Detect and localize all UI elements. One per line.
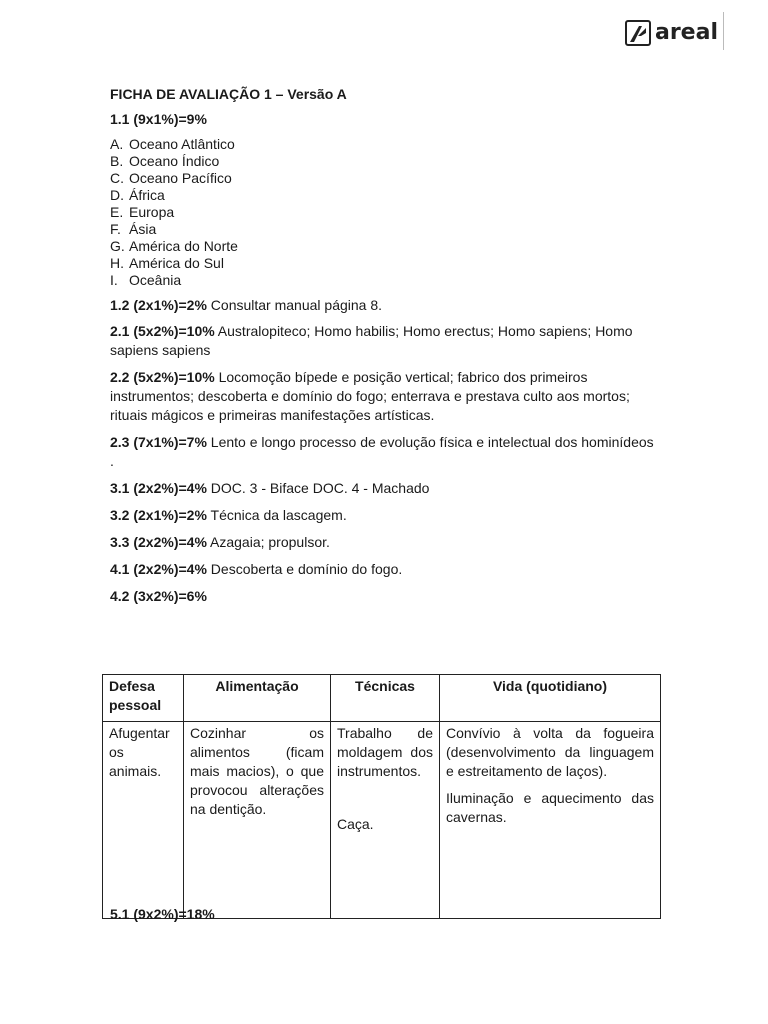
list-item: H. América do Sul <box>110 255 224 271</box>
table-cell-tecnicas-text-2: Caça. <box>337 816 374 832</box>
table-header-tecnicas: Técnicas <box>331 675 440 722</box>
question-2-2: 2.2 (5x2%)=10% Locomoção bípede e posição vertical; fabrico dos primeiros instrumentos; descoberta e domínio do fogo; enterrava e prestava culto aos mortos; rituais mágicos e primeiras manifestações artísticas. <box>110 369 630 423</box>
question-3-2: 3.2 (2x1%)=2% Técnica da lascagem. <box>110 507 347 523</box>
question-4-1: 4.1 (2x2%)=4% Descoberta e domínio do fogo. <box>110 561 403 577</box>
answer-table <box>102 674 661 919</box>
areal-logo <box>625 20 718 46</box>
question-1-2: 1.2 (2x1%)=2% Consultar manual página 8. <box>110 297 383 313</box>
options-list <box>110 136 660 289</box>
question-5-1: 5.1 (9x2%)=18% <box>110 906 215 922</box>
question-3-1: 3.1 (2x2%)=4% DOC. 3 - Biface DOC. 4 - Machado <box>110 480 430 496</box>
list-item: D. África <box>110 187 165 203</box>
table-cell-defesa: Afugentar os animais. <box>103 722 184 919</box>
table-cell-tecnicas-text-1: Trabalho de moldagem dos instrumentos. <box>337 725 433 779</box>
question-4-2: 4.2 (3x2%)=6% <box>110 588 207 604</box>
document-title: FICHA DE AVALIAÇÃO 1 – Versão A <box>110 86 347 102</box>
areal-logo-text: areal <box>654 20 718 45</box>
table-header-vida: Vida (quotidiano) <box>440 675 661 722</box>
table-cell-tecnicas <box>331 722 440 919</box>
document-body <box>110 86 660 606</box>
list-item: E. Europa <box>110 204 175 220</box>
list-item: A. Oceano Atlântico <box>110 136 235 152</box>
question-2-1: 2.1 (5x2%)=10% Australopiteco; Homo habilis; Homo erectus; Homo sapiens; Homo sapiens sapiens <box>110 323 633 358</box>
table-header-alimentacao: Alimentação <box>184 675 331 722</box>
table-header-row <box>103 675 661 722</box>
list-item: B. Oceano Índico <box>110 153 220 169</box>
table-cell-vida <box>440 722 661 919</box>
table-row <box>103 722 661 919</box>
areal-logo-icon <box>625 20 651 46</box>
list-item: I. Oceânia <box>110 272 182 288</box>
table-cell-vida-text-2: Iluminação e aquecimento das cavernas. <box>446 790 654 825</box>
list-item: C. Oceano Pacífico <box>110 170 232 186</box>
question-2-3: 2.3 (7x1%)=7% Lento e longo processo de evolução física e intelectual dos hominídeos . <box>110 434 654 469</box>
list-item: G. América do Norte <box>110 238 238 254</box>
list-item: F. Ásia <box>110 221 157 237</box>
table-cell-alimentacao: Cozinhar os alimentos (ficam mais macios), o que provocou alterações na dentição. <box>184 722 331 919</box>
table-header-defesa: Defesa pessoal <box>103 675 184 722</box>
header-divider <box>723 12 724 50</box>
question-3-3: 3.3 (2x2%)=4% Azagaia; propulsor. <box>110 534 330 550</box>
question-1-1: 1.1 (9x1%)=9% <box>110 111 207 127</box>
table-cell-vida-text-1: Convívio à volta da fogueira (desenvolvimento da linguagem e estreitamento de laços). <box>446 725 654 779</box>
